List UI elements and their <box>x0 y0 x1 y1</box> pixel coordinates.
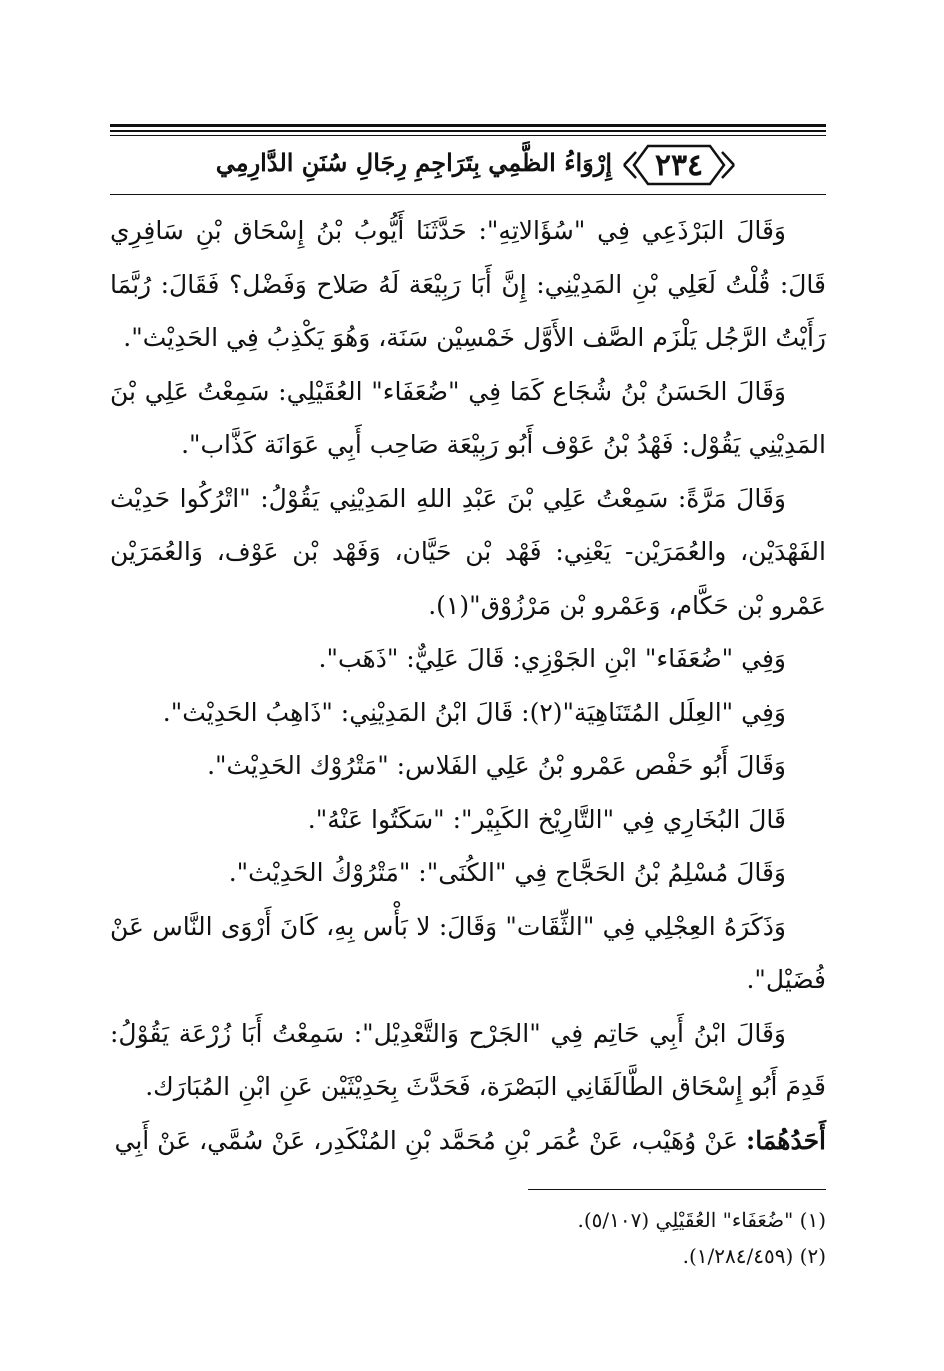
main-text <box>110 204 826 1167</box>
header-rule-top <box>110 124 826 127</box>
paragraph: وَقَالَ الحَسَنُ بْنُ شُجَاع كَمَا فِي "ضُعَفَاء" العُقَيْلِي: سَمِعْتُ عَلِي بْنَ المَدِيْنِي يَقُوْل: فَهْدُ بْنُ عَوْف أَبُو رَبِيْعَة صَاحِب أَبِي عَوَانَة كَذَّاب". <box>110 376 826 459</box>
running-title: إِرْوَاءُ الظَّمِي بِتَرَاجِمِ رِجَالِ سُنَنِ الدَّارِمِي <box>215 148 612 177</box>
paragraph: وَفِي "العِلَل المُتَنَاهِيَة"(٢): قَالَ ابْنُ المَدِيْنِي: "ذَاهِبُ الحَدِيْث". <box>162 697 786 727</box>
header-rule-bottom <box>110 135 826 136</box>
footnote-1: (١) "ضُعَفَاء" العُقَيْلِي (٥/١٠٧). <box>577 1208 826 1232</box>
page-number-frame <box>620 140 738 190</box>
paragraph: وَقَالَ البَرْذَعِي فِي "سُؤَالاتِهِ": حَدَّثَنَا أَيُّوبُ بْنُ إِسْحَاق بْنِ سَافِرِي قَالَ: قُلْتُ لَعَلِي بْنِ المَدِيْنِي: إِنَّ أَبَا رَبِيْعَة لَهُ صَلاح وَفَضْل؟ فَقَالَ: رُبَّمَا رَأَيْتُ الرَّجُل يَلْزَم الصَّف الأَوَّل خَمْسِيْن سَنَة، وَهُوَ يَكْذِبُ فِي الحَدِيْث". <box>110 216 826 352</box>
header-underline <box>110 194 826 195</box>
paragraph: قَالَ البُخَارِي فِي "التَّارِيْخ الكَبِيْر": "سَكَتُوا عَنْهُ". <box>307 804 786 834</box>
footnotes <box>110 1202 826 1274</box>
paragraph: وَقَالَ أَبُو حَفْص عَمْرو بْنُ عَلِي الفَلاس: "مَتْرُوْك الحَدِيْث". <box>207 751 786 780</box>
paragraph-last <box>110 1114 826 1168</box>
paragraph: وَقَالَ مُسْلِمُ بْنُ الحَجَّاج فِي "الكُنَى": "مَتْرُوْكُ الحَدِيْث". <box>228 858 786 887</box>
paragraph: وَقَالَ مَرَّةً: سَمِعْتُ عَلِي بْنَ عَبْدِ اللهِ المَدِيْنِي يَقُوْلُ: "اتْرُكُوا حَدِيْث الفَهْدَيْن، والعُمَرَيْن- يَعْنِي: فَهْد بْن حَيَّان، وَفَهْد بْن عَوْف، وَالعُمَرَيْن عَمْرو بْن حَكَّام، وَعَمْرو بْن مَرْزُوْق"(١). <box>110 483 826 620</box>
page-number: ٢٣٤ <box>654 147 704 183</box>
paragraph: وَفِي "ضُعَفَاء" ابْنِ الجَوْزِي: قَالَ عَلِيٌّ: "ذَهَب". <box>318 644 786 673</box>
paragraph-text: عَنْ وُهَيْب، عَنْ عُمَر بْنِ مُحَمَّد بْنِ المُنْكَدِر، عَنْ سُمَّي، عَنْ أَبِي <box>114 1125 746 1155</box>
lead-word: أَحَدُهُمَا: <box>745 1125 826 1155</box>
footnote-separator <box>528 1189 826 1190</box>
paragraph: وَقَالَ ابْنُ أَبِي حَاتِم فِي "الجَرْح وَالتَّعْدِيْل": سَمِعْتُ أَبَا زُرْعَة يَقُوْلُ: قَدِمَ أَبُو إِسْحَاق الطَّالَقَانِي البَصْرَة، فَحَدَّثَ بِحَدِيْثَيْن عَنِ ابْنِ المُبَارَك. <box>110 1018 826 1101</box>
header-rule-middle <box>110 130 826 132</box>
paragraph: وَذَكَرَهُ العِجْلِي فِي "الثِّقَات" وَقَالَ: لا بَأْس بِهِ، كَانَ أَرْوَى النَّاس عَنْ فُضَيْل". <box>110 911 826 994</box>
footnote-2: (٢) (١/٢٨٤/٤٥٩). <box>682 1244 826 1268</box>
